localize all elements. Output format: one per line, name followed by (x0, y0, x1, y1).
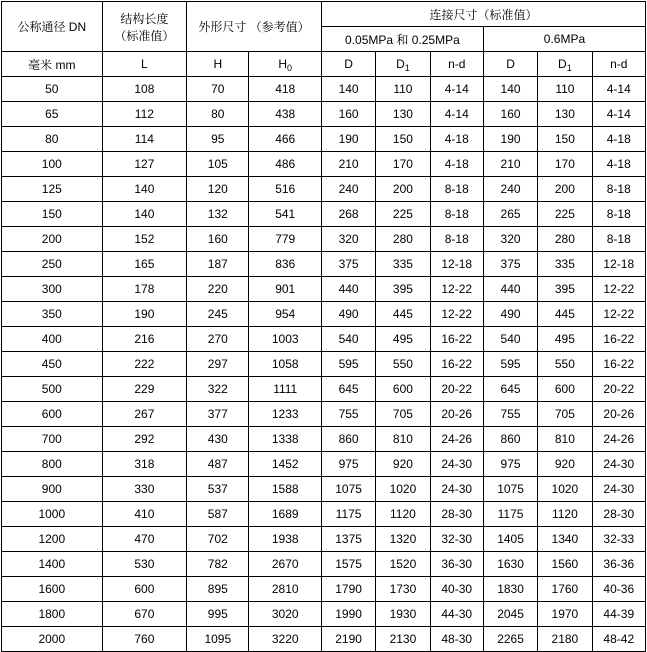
table-cell: 1520 (376, 552, 430, 577)
table-cell: 2180 (538, 627, 592, 652)
table-cell: 954 (249, 302, 321, 327)
table-cell: 1120 (376, 502, 430, 527)
table-cell: 225 (376, 202, 430, 227)
table-cell: 335 (376, 252, 430, 277)
table-cell: 4-14 (592, 102, 645, 127)
table-cell: 330 (102, 477, 187, 502)
table-cell: 125 (2, 177, 103, 202)
table-cell: 210 (483, 152, 537, 177)
table-cell: 4-14 (430, 77, 483, 102)
table-cell: 95 (187, 127, 249, 152)
table-cell: 445 (376, 302, 430, 327)
table-cell: 220 (187, 277, 249, 302)
table-cell: 160 (187, 227, 249, 252)
table-cell: 110 (538, 77, 592, 102)
table-cell: 1020 (376, 477, 430, 502)
table-row (2, 627, 646, 652)
table-row (2, 252, 646, 277)
header-symbol-d1-high (538, 52, 592, 77)
table-cell: 12-22 (592, 277, 645, 302)
table-cell: 16-22 (430, 327, 483, 352)
table-cell: 1000 (2, 502, 103, 527)
table-cell: 1452 (249, 452, 321, 477)
table-cell: 24-26 (592, 427, 645, 452)
table-cell: 1175 (321, 502, 375, 527)
table-cell: 36-30 (430, 552, 483, 577)
table-cell: 395 (538, 277, 592, 302)
table-cell: 20-26 (592, 402, 645, 427)
table-cell: 318 (102, 452, 187, 477)
table-cell: 377 (187, 402, 249, 427)
table-row (2, 302, 646, 327)
table-cell: 540 (321, 327, 375, 352)
table-cell: 114 (102, 127, 187, 152)
table-cell: 190 (102, 302, 187, 327)
table-cell: 541 (249, 202, 321, 227)
table-cell: 8-18 (592, 177, 645, 202)
table-cell: 297 (187, 352, 249, 377)
table-row (2, 602, 646, 627)
table-cell: 487 (187, 452, 249, 477)
table-cell: 130 (538, 102, 592, 127)
table-cell: 12-22 (430, 277, 483, 302)
table-cell: 530 (102, 552, 187, 577)
header-outline-dimensions: 外形尺寸 （参考值） (187, 2, 322, 52)
table-cell: 150 (376, 127, 430, 152)
table-cell: 268 (321, 202, 375, 227)
table-cell: 165 (102, 252, 187, 277)
table-cell: 267 (102, 402, 187, 427)
table-cell: 920 (376, 452, 430, 477)
table-cell: 8-18 (430, 177, 483, 202)
table-cell: 270 (187, 327, 249, 352)
table-cell: 595 (483, 352, 537, 377)
table-row (2, 577, 646, 602)
table-cell: 4-18 (430, 152, 483, 177)
table-cell: 418 (249, 77, 321, 102)
table-cell: 1075 (321, 477, 375, 502)
table-cell: 600 (376, 377, 430, 402)
header-structure-length-line2: （标准值） (114, 28, 175, 43)
table-cell: 400 (2, 327, 103, 352)
table-cell: 112 (102, 102, 187, 127)
table-cell: 80 (187, 102, 249, 127)
table-cell: 495 (376, 327, 430, 352)
table-cell: 320 (483, 227, 537, 252)
table-cell: 70 (187, 77, 249, 102)
table-cell: 430 (187, 427, 249, 452)
table-row (2, 552, 646, 577)
table-cell: 782 (187, 552, 249, 577)
header-symbol-d1-low (376, 52, 430, 77)
table-cell: 50 (2, 77, 103, 102)
header-symbol-d1-high-sub: 1 (566, 63, 572, 73)
table-cell: 700 (2, 427, 103, 452)
table-cell: 150 (2, 202, 103, 227)
table-cell: 300 (2, 277, 103, 302)
table-cell: 900 (2, 477, 103, 502)
table-cell: 4-18 (430, 127, 483, 152)
table-cell: 779 (249, 227, 321, 252)
header-row-main (2, 2, 646, 27)
table-row (2, 277, 646, 302)
table-row (2, 477, 646, 502)
table-cell: 1405 (483, 527, 537, 552)
table-row (2, 452, 646, 477)
table-cell: 16-22 (592, 327, 645, 352)
table-row (2, 377, 646, 402)
header-symbol-d1-high-main: D (558, 57, 567, 71)
table-cell: 108 (102, 77, 187, 102)
table-cell: 1200 (2, 527, 103, 552)
table-cell: 1790 (321, 577, 375, 602)
table-cell: 170 (376, 152, 430, 177)
table-cell: 495 (538, 327, 592, 352)
table-cell: 8-18 (592, 227, 645, 252)
table-cell: 755 (483, 402, 537, 427)
table-cell: 44-39 (592, 602, 645, 627)
table-cell: 24-26 (430, 427, 483, 452)
table-cell: 110 (376, 77, 430, 102)
table-cell: 920 (538, 452, 592, 477)
table-row (2, 402, 646, 427)
header-symbol-d-high: D (483, 52, 537, 77)
table-row (2, 177, 646, 202)
table-cell: 975 (321, 452, 375, 477)
table-cell: 24-30 (430, 477, 483, 502)
table-cell: 1175 (483, 502, 537, 527)
table-cell: 4-18 (592, 152, 645, 177)
header-symbol-l: L (102, 52, 187, 77)
table-row (2, 202, 646, 227)
table-cell: 100 (2, 152, 103, 177)
table-cell: 1830 (483, 577, 537, 602)
header-symbol-h0-main: H (278, 57, 288, 71)
table-cell: 810 (376, 427, 430, 452)
specification-table (1, 1, 646, 652)
table-cell: 130 (376, 102, 430, 127)
table-cell: 490 (321, 302, 375, 327)
table-cell: 40-30 (430, 577, 483, 602)
table-cell: 127 (102, 152, 187, 177)
table-cell: 375 (483, 252, 537, 277)
table-cell: 1233 (249, 402, 321, 427)
table-cell: 550 (538, 352, 592, 377)
table-cell: 28-30 (592, 502, 645, 527)
table-cell: 1120 (538, 502, 592, 527)
table-cell: 200 (2, 227, 103, 252)
table-cell: 600 (2, 402, 103, 427)
table-cell: 705 (538, 402, 592, 427)
header-nominal-diameter: 公称通径 DN (2, 2, 103, 52)
table-cell: 229 (102, 377, 187, 402)
table-cell: 450 (2, 352, 103, 377)
table-cell: 8-18 (592, 202, 645, 227)
table-cell: 410 (102, 502, 187, 527)
table-cell: 12-22 (592, 302, 645, 327)
table-cell: 645 (483, 377, 537, 402)
table-cell: 48-42 (592, 627, 645, 652)
table-cell: 1938 (249, 527, 321, 552)
table-cell: 24-30 (430, 452, 483, 477)
table-cell: 132 (187, 202, 249, 227)
table-cell: 440 (483, 277, 537, 302)
table-cell: 1930 (376, 602, 430, 627)
table-cell: 12-18 (592, 252, 645, 277)
table-cell: 245 (187, 302, 249, 327)
table-cell: 2000 (2, 627, 103, 652)
table-cell: 140 (321, 77, 375, 102)
table-cell: 1630 (483, 552, 537, 577)
table-cell: 4-14 (430, 102, 483, 127)
table-cell: 2190 (321, 627, 375, 652)
table-cell: 320 (321, 227, 375, 252)
table-cell: 895 (187, 577, 249, 602)
table-cell: 350 (2, 302, 103, 327)
table-cell: 140 (483, 77, 537, 102)
table-cell: 395 (376, 277, 430, 302)
table-cell: 2130 (376, 627, 430, 652)
table-cell: 190 (483, 127, 537, 152)
table-cell: 12-22 (430, 302, 483, 327)
table-cell: 292 (102, 427, 187, 452)
table-cell: 216 (102, 327, 187, 352)
table-cell: 225 (538, 202, 592, 227)
table-cell: 516 (249, 177, 321, 202)
table-cell: 32-33 (592, 527, 645, 552)
table-cell: 8-18 (430, 202, 483, 227)
table-header (2, 2, 646, 77)
table-cell: 1400 (2, 552, 103, 577)
table-cell: 1760 (538, 577, 592, 602)
table-cell: 335 (538, 252, 592, 277)
table-cell: 466 (249, 127, 321, 152)
table-cell: 170 (538, 152, 592, 177)
table-cell: 1689 (249, 502, 321, 527)
table-cell: 1990 (321, 602, 375, 627)
header-unit-mm: 毫米 mm (2, 52, 103, 77)
table-cell: 187 (187, 252, 249, 277)
table-row (2, 327, 646, 352)
table-cell: 280 (376, 227, 430, 252)
table-cell: 995 (187, 602, 249, 627)
table-cell: 190 (321, 127, 375, 152)
table-cell: 3220 (249, 627, 321, 652)
table-cell: 3020 (249, 602, 321, 627)
table-cell: 860 (483, 427, 537, 452)
table-cell: 470 (102, 527, 187, 552)
table-cell: 1058 (249, 352, 321, 377)
table-cell: 24-30 (592, 477, 645, 502)
table-cell: 1338 (249, 427, 321, 452)
table-cell: 1111 (249, 377, 321, 402)
table-cell: 150 (538, 127, 592, 152)
table-cell: 1560 (538, 552, 592, 577)
table-cell: 1340 (538, 527, 592, 552)
table-cell: 160 (321, 102, 375, 127)
table-cell: 1375 (321, 527, 375, 552)
table-cell: 500 (2, 377, 103, 402)
table-cell: 240 (483, 177, 537, 202)
table-cell: 152 (102, 227, 187, 252)
table-cell: 1800 (2, 602, 103, 627)
table-cell: 600 (538, 377, 592, 402)
table-cell: 537 (187, 477, 249, 502)
table-cell: 200 (376, 177, 430, 202)
table-cell: 105 (187, 152, 249, 177)
table-cell: 438 (249, 102, 321, 127)
table-cell: 440 (321, 277, 375, 302)
table-cell: 200 (538, 177, 592, 202)
table-cell: 375 (321, 252, 375, 277)
table-cell: 1003 (249, 327, 321, 352)
table-cell: 240 (321, 177, 375, 202)
header-structure-length (102, 2, 187, 52)
table-cell: 705 (376, 402, 430, 427)
table-cell: 1588 (249, 477, 321, 502)
table-cell: 12-18 (430, 252, 483, 277)
table-cell: 40-36 (592, 577, 645, 602)
header-connection-dimensions: 连接尺寸（标准值） (321, 2, 645, 27)
table-cell: 322 (187, 377, 249, 402)
table-cell: 670 (102, 602, 187, 627)
table-cell: 4-18 (592, 127, 645, 152)
table-cell: 178 (102, 277, 187, 302)
header-symbol-nd-low: n-d (430, 52, 483, 77)
table-cell: 975 (483, 452, 537, 477)
table-cell: 8-18 (430, 227, 483, 252)
header-group-low-pressure: 0.05MPa 和 0.25MPa (321, 27, 483, 52)
header-structure-length-line1: 结构长度 (120, 11, 169, 26)
table-cell: 16-22 (592, 352, 645, 377)
table-cell: 20-26 (430, 402, 483, 427)
table-cell: 140 (102, 202, 187, 227)
table-cell: 280 (538, 227, 592, 252)
table-cell: 36-36 (592, 552, 645, 577)
table-cell: 2810 (249, 577, 321, 602)
header-group-high-pressure: 0.6MPa (483, 27, 645, 52)
table-cell: 65 (2, 102, 103, 127)
table-cell: 490 (483, 302, 537, 327)
table-cell: 80 (2, 127, 103, 152)
table-cell: 2265 (483, 627, 537, 652)
table-row (2, 152, 646, 177)
table-cell: 810 (538, 427, 592, 452)
table-cell: 32-30 (430, 527, 483, 552)
table-cell: 1020 (538, 477, 592, 502)
table-cell: 445 (538, 302, 592, 327)
table-cell: 4-14 (592, 77, 645, 102)
table-cell: 20-22 (430, 377, 483, 402)
table-row (2, 527, 646, 552)
table-row (2, 227, 646, 252)
table-cell: 120 (187, 177, 249, 202)
table-cell: 587 (187, 502, 249, 527)
header-symbol-h0-sub: 0 (287, 63, 293, 73)
table-cell: 1575 (321, 552, 375, 577)
table-cell: 222 (102, 352, 187, 377)
table-cell: 1320 (376, 527, 430, 552)
table-cell: 836 (249, 252, 321, 277)
table-cell: 44-30 (430, 602, 483, 627)
table-cell: 550 (376, 352, 430, 377)
header-symbol-d-low: D (321, 52, 375, 77)
table-cell: 210 (321, 152, 375, 177)
table-cell: 486 (249, 152, 321, 177)
table-cell: 1075 (483, 477, 537, 502)
table-cell: 860 (321, 427, 375, 452)
table-cell: 1095 (187, 627, 249, 652)
table-cell: 16-22 (430, 352, 483, 377)
table-cell: 645 (321, 377, 375, 402)
table-cell: 600 (102, 577, 187, 602)
table-cell: 1600 (2, 577, 103, 602)
table-cell: 2045 (483, 602, 537, 627)
table-cell: 2670 (249, 552, 321, 577)
table-cell: 1730 (376, 577, 430, 602)
header-symbol-nd-high: n-d (592, 52, 645, 77)
table-cell: 540 (483, 327, 537, 352)
table-cell: 28-30 (430, 502, 483, 527)
header-symbol-d1-low-main: D (396, 57, 405, 71)
table-cell: 702 (187, 527, 249, 552)
table-cell: 48-30 (430, 627, 483, 652)
table-cell: 250 (2, 252, 103, 277)
table-cell: 901 (249, 277, 321, 302)
table-cell: 24-30 (592, 452, 645, 477)
table-cell: 20-22 (592, 377, 645, 402)
table-cell: 140 (102, 177, 187, 202)
table-row (2, 427, 646, 452)
header-symbol-h: H (187, 52, 249, 77)
header-row-units (2, 52, 646, 77)
table-cell: 760 (102, 627, 187, 652)
header-symbol-d1-low-sub: 1 (404, 63, 410, 73)
table-row (2, 77, 646, 102)
table-cell: 595 (321, 352, 375, 377)
table-cell: 1970 (538, 602, 592, 627)
table-cell: 800 (2, 452, 103, 477)
table-row (2, 127, 646, 152)
table-body (2, 77, 646, 652)
table-cell: 755 (321, 402, 375, 427)
table-row (2, 102, 646, 127)
header-symbol-h0 (249, 52, 321, 77)
table-row (2, 502, 646, 527)
table-cell: 265 (483, 202, 537, 227)
table-row (2, 352, 646, 377)
table-cell: 160 (483, 102, 537, 127)
